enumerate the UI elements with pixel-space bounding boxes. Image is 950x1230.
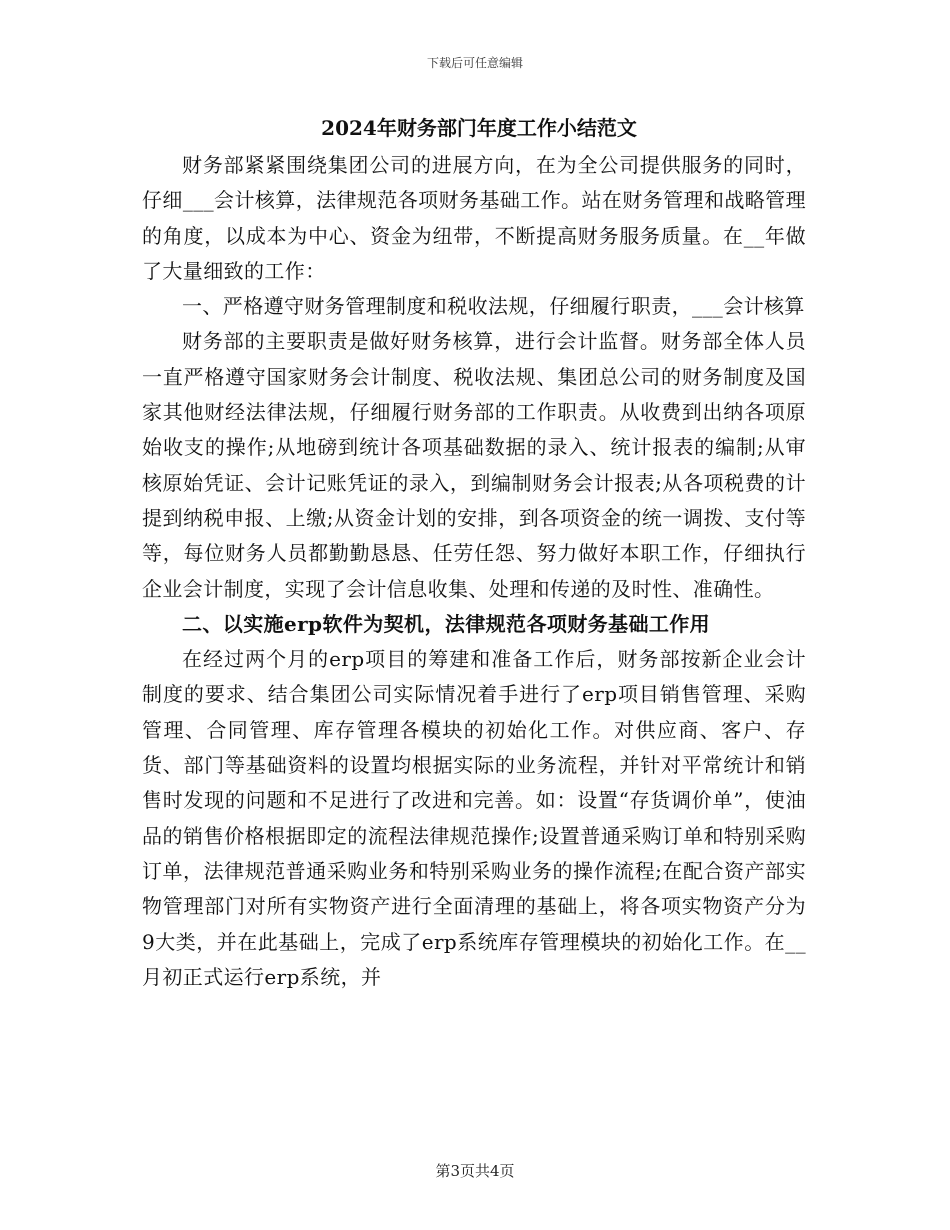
intro-paragraph: 财务部紧紧围绕集团公司的进展方向，在为全公司提供服务的同时，仔细___会计核算，法律规范各项财务基础工作。站在财务管理和战略管理的角度，以成本为中心、资金为纽带，不断提高财务服务质量。在__年做了大量细致的工作： bbox=[142, 153, 806, 283]
document-body bbox=[142, 112, 806, 995]
page-number: 第3页共4页 bbox=[435, 1162, 515, 1180]
section-2-paragraph: 在经过两个月的erp项目的筹建和准备工作后，财务部按新企业会计制度的要求、结合集团公司实际情况着手进行了erp项目销售管理、采购管理、合同管理、库存管理各模块的初始化工作。对供应商、客户、存货、部门等基础资料的设置均根据实际的业务流程，并针对平常统计和销售时发现的问题和不足进行了改进和完善。如：设置“存货调价单”，使油品的销售价格根据即定的流程法律规范操作;设置普通采购订单和特别采购订单，法律规范普通采购业务和特别采购业务的操作流程;在配合资产部实物管理部门对所有实物资产进行全面清理的基础上，将各项实物资产分为9大类，并在此基础上，完成了erp系统库存管理模块的初始化工作。在__月初正式运行erp系统，并 bbox=[142, 647, 806, 989]
section-1-paragraph: 财务部的主要职责是做好财务核算，进行会计监督。财务部全体人员一直严格遵守国家财务会计制度、税收法规、集团总公司的财务制度及国家其他财经法律法规，仔细履行财务部的工作职责。从收费到出纳各项原始收支的操作;从地磅到统计各项基础数据的录入、统计报表的编制;从审核原始凭证、会计记账凭证的录入，到编制财务会计报表;从各项税费的计提到纳税申报、上缴;从资金计划的安排，到各项资金的统一调拨、支付等等，每位财务人员都勤勤恳恳、任劳任怨、努力做好本职工作，仔细执行企业会计制度，实现了会计信息收集、处理和传递的及时性、准确性。 bbox=[142, 329, 806, 601]
section-heading-1: 一、严格遵守财务管理制度和税收法规，仔细履行职责，___会计核算 bbox=[182, 294, 805, 319]
document-title: 2024年财务部门年度工作小结范文 bbox=[321, 116, 637, 140]
download-note: 下载后可任意编辑 bbox=[426, 56, 523, 70]
section-heading-2: 二、以实施erp软件为契机，法律规范各项财务基础工作用 bbox=[182, 611, 711, 636]
